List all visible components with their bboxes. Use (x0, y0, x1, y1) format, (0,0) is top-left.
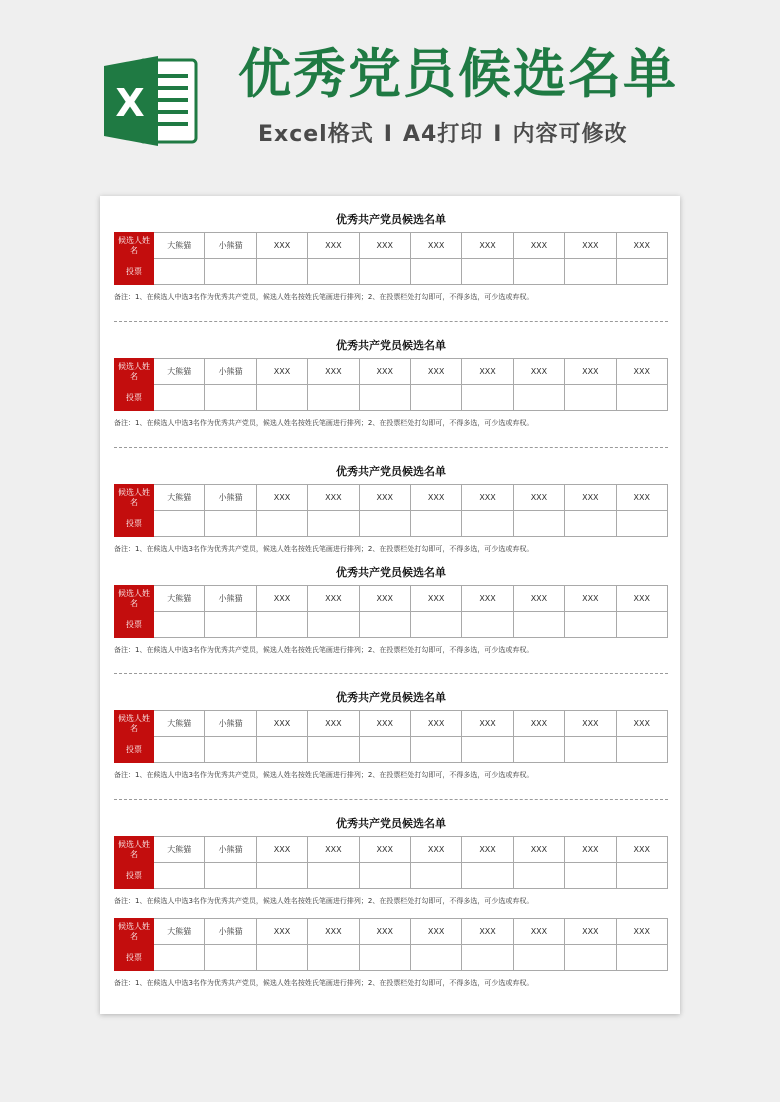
candidate-cell: XXX (462, 586, 513, 612)
vote-cell[interactable] (256, 511, 307, 537)
vote-cell[interactable] (513, 511, 564, 537)
vote-cell[interactable] (205, 737, 256, 763)
vote-label: 投票 (115, 612, 154, 638)
candidate-cell: 小熊猫 (205, 485, 256, 511)
candidate-cell: XXX (513, 359, 564, 385)
ballot-table (114, 358, 668, 411)
page-header (0, 0, 780, 195)
ballot-note: 备注：1、在候选人中选3名作为优秀共产党员，候选人姓名按姓氏笔画进行排列；2、在投票栏处打勾即可，不得多选，可少选或弃权。 (114, 771, 534, 779)
ballot-block (114, 460, 668, 554)
vote-cell[interactable] (205, 511, 256, 537)
ballot-title: 优秀共产党员候选名单 (336, 691, 446, 704)
name-row (115, 919, 668, 945)
vote-row (115, 863, 668, 889)
vote-cell[interactable] (513, 385, 564, 411)
candidate-cell: XXX (616, 485, 667, 511)
vote-cell[interactable] (513, 737, 564, 763)
vote-cell[interactable] (410, 863, 461, 889)
ballot-block (114, 334, 668, 428)
ballot-note: 备注：1、在候选人中选3名作为优秀共产党员，候选人姓名按姓氏笔画进行排列；2、在投票栏处打勾即可，不得多选，可少选或弃权。 (114, 897, 534, 905)
vote-cell[interactable] (513, 259, 564, 285)
vote-cell[interactable] (308, 737, 359, 763)
candidate-cell: XXX (616, 711, 667, 737)
candidate-cell: 小熊猫 (205, 919, 256, 945)
candidate-cell: 小熊猫 (205, 837, 256, 863)
vote-row (115, 612, 668, 638)
candidate-cell: XXX (410, 586, 461, 612)
vote-cell[interactable] (205, 612, 256, 638)
vote-cell[interactable] (256, 737, 307, 763)
candidate-cell: XXX (616, 233, 667, 259)
vote-cell[interactable] (359, 863, 410, 889)
vote-cell[interactable] (410, 612, 461, 638)
vote-cell[interactable] (359, 945, 410, 971)
ballot-note: 备注：1、在候选人中选3名作为优秀共产党员，候选人姓名按姓氏笔画进行排列；2、在投票栏处打勾即可，不得多选，可少选或弃权。 (114, 646, 534, 654)
candidate-cell: XXX (410, 837, 461, 863)
vote-cell[interactable] (462, 737, 513, 763)
candidate-cell: XXX (513, 837, 564, 863)
candidate-cell: XXX (359, 837, 410, 863)
candidate-cell: 小熊猫 (205, 586, 256, 612)
vote-label: 投票 (115, 945, 154, 971)
vote-cell[interactable] (616, 259, 667, 285)
candidate-cell: XXX (256, 359, 307, 385)
vote-cell[interactable] (154, 612, 205, 638)
vote-cell[interactable] (308, 612, 359, 638)
ballot-table (114, 710, 668, 763)
ballot-note: 备注：1、在候选人中选3名作为优秀共产党员，候选人姓名按姓氏笔画进行排列；2、在投票栏处打勾即可，不得多选，可少选或弃权。 (114, 979, 534, 987)
vote-cell[interactable] (359, 612, 410, 638)
vote-cell[interactable] (154, 259, 205, 285)
ballot-table (114, 585, 668, 638)
vote-cell[interactable] (256, 863, 307, 889)
candidate-cell: XXX (256, 919, 307, 945)
name-label: 候选人姓名 (115, 359, 154, 385)
candidate-cell: 大熊猫 (154, 485, 205, 511)
vote-cell[interactable] (513, 612, 564, 638)
logo-letter: X (115, 81, 145, 125)
vote-cell[interactable] (154, 863, 205, 889)
ballot-table (114, 484, 668, 537)
subtitle (258, 124, 627, 146)
vote-cell[interactable] (308, 511, 359, 537)
candidate-cell: XXX (256, 586, 307, 612)
candidate-cell: XXX (359, 233, 410, 259)
vote-cell[interactable] (565, 945, 616, 971)
candidate-cell: XXX (410, 359, 461, 385)
ballot-block (114, 208, 668, 302)
name-row (115, 586, 668, 612)
ballot-title: 优秀共产党员候选名单 (336, 566, 446, 579)
candidate-cell: XXX (410, 485, 461, 511)
candidate-cell: XXX (256, 485, 307, 511)
candidate-cell: XXX (462, 919, 513, 945)
cut-line (114, 799, 668, 800)
ballot-title: 优秀共产党员候选名单 (336, 339, 446, 352)
vote-cell[interactable] (513, 863, 564, 889)
candidate-cell: XXX (565, 919, 616, 945)
candidate-cell: XXX (410, 919, 461, 945)
vote-cell[interactable] (359, 737, 410, 763)
candidate-cell: 大熊猫 (154, 919, 205, 945)
vote-cell[interactable] (359, 259, 410, 285)
candidate-cell: 大熊猫 (154, 837, 205, 863)
name-label: 候选人姓名 (115, 711, 154, 737)
name-label: 候选人姓名 (115, 837, 154, 863)
name-label: 候选人姓名 (115, 485, 154, 511)
candidate-cell: XXX (513, 919, 564, 945)
name-row (115, 711, 668, 737)
candidate-cell: XXX (256, 837, 307, 863)
candidate-cell: XXX (410, 233, 461, 259)
vote-cell[interactable] (154, 511, 205, 537)
vote-cell[interactable] (410, 945, 461, 971)
candidate-cell: XXX (308, 233, 359, 259)
candidate-cell: XXX (565, 359, 616, 385)
cut-line (114, 673, 668, 674)
vote-label: 投票 (115, 511, 154, 537)
candidate-cell: XXX (462, 837, 513, 863)
format-label: Excel格式 (258, 122, 374, 147)
excel-logo-icon (100, 52, 200, 150)
vote-cell[interactable] (616, 945, 667, 971)
vote-cell[interactable] (308, 945, 359, 971)
ballot-title: 优秀共产党员候选名单 (336, 213, 446, 226)
candidate-cell: XXX (616, 837, 667, 863)
name-label: 候选人姓名 (115, 919, 154, 945)
ballot-table (114, 232, 668, 285)
vote-cell[interactable] (205, 863, 256, 889)
candidate-cell: XXX (462, 233, 513, 259)
candidate-cell: XXX (565, 233, 616, 259)
candidate-cell: XXX (565, 485, 616, 511)
vote-cell[interactable] (205, 945, 256, 971)
vote-cell[interactable] (462, 385, 513, 411)
ballot-note: 备注：1、在候选人中选3名作为优秀共产党员，候选人姓名按姓氏笔画进行排列；2、在投票栏处打勾即可，不得多选，可少选或弃权。 (114, 545, 534, 553)
vote-cell[interactable] (154, 945, 205, 971)
candidate-cell: XXX (359, 711, 410, 737)
vote-cell[interactable] (410, 737, 461, 763)
vote-cell[interactable] (205, 385, 256, 411)
cut-line (114, 447, 668, 448)
name-row (115, 837, 668, 863)
vote-label: 投票 (115, 385, 154, 411)
vote-cell[interactable] (565, 863, 616, 889)
vote-cell[interactable] (565, 612, 616, 638)
ballot-note: 备注：1、在候选人中选3名作为优秀共产党员，候选人姓名按姓氏笔画进行排列；2、在投票栏处打勾即可，不得多选，可少选或弃权。 (114, 293, 534, 301)
candidate-cell: XXX (256, 711, 307, 737)
vote-row (115, 259, 668, 285)
candidate-cell: XXX (565, 711, 616, 737)
candidate-cell: XXX (616, 919, 667, 945)
candidate-cell: 小熊猫 (205, 359, 256, 385)
name-label: 候选人姓名 (115, 586, 154, 612)
vote-label: 投票 (115, 737, 154, 763)
candidate-cell: XXX (308, 359, 359, 385)
candidate-cell: 小熊猫 (205, 233, 256, 259)
separator: I (493, 122, 503, 147)
vote-cell[interactable] (565, 511, 616, 537)
vote-cell[interactable] (359, 511, 410, 537)
candidate-cell: XXX (565, 586, 616, 612)
separator: I (383, 122, 393, 147)
candidate-cell: XXX (565, 837, 616, 863)
candidate-cell: XXX (462, 711, 513, 737)
candidate-cell: XXX (308, 711, 359, 737)
vote-cell[interactable] (565, 385, 616, 411)
candidate-cell: XXX (462, 359, 513, 385)
vote-cell[interactable] (410, 511, 461, 537)
vote-cell[interactable] (616, 612, 667, 638)
vote-cell[interactable] (565, 259, 616, 285)
vote-cell[interactable] (616, 511, 667, 537)
vote-cell[interactable] (256, 385, 307, 411)
candidate-cell: XXX (513, 485, 564, 511)
ballot-title: 优秀共产党员候选名单 (336, 465, 446, 478)
candidate-cell: 大熊猫 (154, 586, 205, 612)
vote-cell[interactable] (308, 863, 359, 889)
vote-row (115, 945, 668, 971)
vote-cell[interactable] (462, 612, 513, 638)
cut-line (114, 321, 668, 322)
vote-cell[interactable] (256, 259, 307, 285)
ballot-table (114, 836, 668, 889)
name-row (115, 233, 668, 259)
vote-cell[interactable] (462, 863, 513, 889)
candidate-cell: 大熊猫 (154, 233, 205, 259)
candidate-cell: 小熊猫 (205, 711, 256, 737)
candidate-cell: XXX (616, 586, 667, 612)
vote-row (115, 385, 668, 411)
candidate-cell: XXX (308, 837, 359, 863)
vote-cell[interactable] (308, 385, 359, 411)
vote-cell[interactable] (513, 945, 564, 971)
candidate-cell: XXX (513, 711, 564, 737)
candidate-cell: XXX (616, 359, 667, 385)
candidate-cell: XXX (410, 711, 461, 737)
vote-cell[interactable] (256, 945, 307, 971)
candidate-cell: 大熊猫 (154, 711, 205, 737)
vote-cell[interactable] (154, 385, 205, 411)
candidate-cell: XXX (359, 586, 410, 612)
ballot-note: 备注：1、在候选人中选3名作为优秀共产党员，候选人姓名按姓氏笔画进行排列；2、在投票栏处打勾即可，不得多选，可少选或弃权。 (114, 419, 534, 427)
vote-cell[interactable] (410, 385, 461, 411)
name-row (115, 359, 668, 385)
vote-cell[interactable] (256, 612, 307, 638)
vote-cell[interactable] (462, 259, 513, 285)
candidate-cell: XXX (359, 485, 410, 511)
candidate-cell: XXX (308, 586, 359, 612)
vote-cell[interactable] (410, 259, 461, 285)
vote-label: 投票 (115, 259, 154, 285)
vote-cell[interactable] (308, 259, 359, 285)
vote-cell[interactable] (616, 737, 667, 763)
candidate-cell: XXX (308, 485, 359, 511)
vote-row (115, 511, 668, 537)
candidate-cell: XXX (359, 359, 410, 385)
vote-row (115, 737, 668, 763)
candidate-cell: XXX (462, 485, 513, 511)
ballot-block (114, 918, 668, 988)
ballot-block (114, 561, 668, 655)
name-row (115, 485, 668, 511)
paper-label: A4打印 (402, 122, 484, 147)
candidate-cell: XXX (308, 919, 359, 945)
edit-label: 内容可修改 (512, 122, 628, 147)
ballot-table (114, 918, 668, 971)
candidate-cell: XXX (359, 919, 410, 945)
vote-cell[interactable] (462, 511, 513, 537)
ballot-block (114, 686, 668, 780)
vote-cell[interactable] (616, 385, 667, 411)
candidate-cell: XXX (256, 233, 307, 259)
vote-cell[interactable] (462, 945, 513, 971)
ballot-block (114, 812, 668, 906)
vote-cell[interactable] (154, 737, 205, 763)
vote-cell[interactable] (565, 737, 616, 763)
main-title: 优秀党员候选名单 (238, 44, 678, 105)
ballot-title: 优秀共产党员候选名单 (336, 817, 446, 830)
document-page (100, 196, 680, 1014)
vote-label: 投票 (115, 863, 154, 889)
candidate-cell: 大熊猫 (154, 359, 205, 385)
candidate-cell: XXX (513, 586, 564, 612)
candidate-cell: XXX (513, 233, 564, 259)
name-label: 候选人姓名 (115, 233, 154, 259)
vote-cell[interactable] (359, 385, 410, 411)
vote-cell[interactable] (616, 863, 667, 889)
vote-cell[interactable] (205, 259, 256, 285)
